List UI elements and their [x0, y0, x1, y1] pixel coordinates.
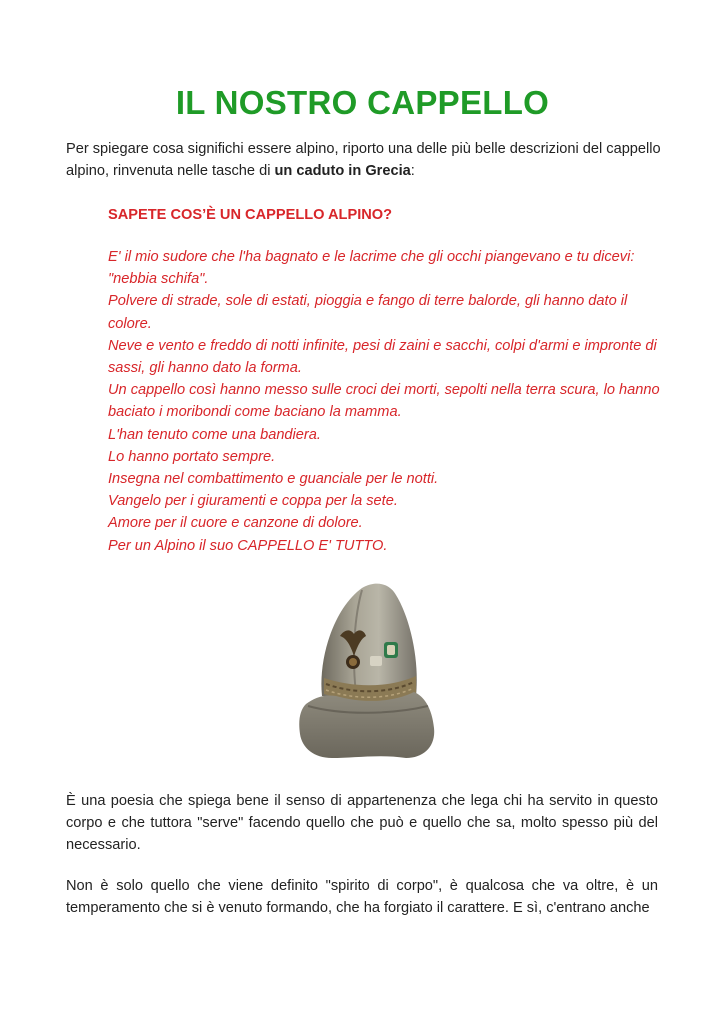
intro-bold-text: un caduto in Grecia	[274, 163, 411, 179]
poem-title: SAPETE COS’È UN CAPPELLO ALPINO?	[108, 207, 393, 223]
poem	[108, 204, 668, 557]
poem-line: Vangelo per i giuramenti e coppa per la sete.	[108, 493, 398, 510]
page-title: IL NOSTRO CAPPELLO	[175, 84, 550, 121]
poem-line: L'han tenuto come una bandiera.	[108, 426, 321, 443]
poem-line: Amore per il cuore e canzone di dolore.	[108, 515, 363, 532]
poem-line: Neve e vento e freddo di notti infinite, pesi di zaini e sacchi, colpi d'armi e impronte di sassi, gli hanno dato la forma.	[108, 337, 657, 377]
intro-paragraph	[66, 138, 662, 182]
poem-line: Insegna nel combattimento e guanciale per le notti.	[108, 471, 439, 488]
poem-line: Lo hanno portato sempre.	[108, 448, 276, 465]
alpine-hat-photo	[284, 578, 444, 766]
poem-line: Polvere di strade, sole di estati, pioggia e fango di terre balorde, gli hanno dato il colore.	[108, 293, 628, 332]
poem-body	[108, 246, 668, 557]
body-paragraph-1: È una poesia che spiega bene il senso di appartenenza che lega chi ha servito in questo corpo e che tuttora "serve" facendo quello che può e quello che sa, molto spesso più del necessario.	[66, 793, 658, 853]
alpine-hat-illustration	[284, 578, 444, 766]
intro-text: Per spiegare cosa significhi essere alpino, riporto una delle più belle descrizioni del cappello alpino, rinvenuta nelle tasche di	[66, 141, 661, 179]
poem-line: E' il mio sudore che l'ha bagnato e le lacrime che gli occhi piangevano e tu dicevi: "nebbia schifa".	[108, 249, 635, 288]
intro-text-end: :	[410, 163, 415, 179]
body-paragraph-2: Non è solo quello che viene definito "spirito di corpo", è qualcosa che va oltre, è un temperamento che si è venuto formando, che ha forgiato il carattere. E sì, c'entrano anche	[66, 878, 658, 916]
poem-line: Per un Alpino il suo CAPPELLO E' TUTTO.	[108, 537, 388, 554]
poem-line: Un cappello così hanno messo sulle croci dei morti, sepolti nella terra scura, lo hanno baciato i moribondi come baciano la mamma.	[108, 382, 660, 421]
